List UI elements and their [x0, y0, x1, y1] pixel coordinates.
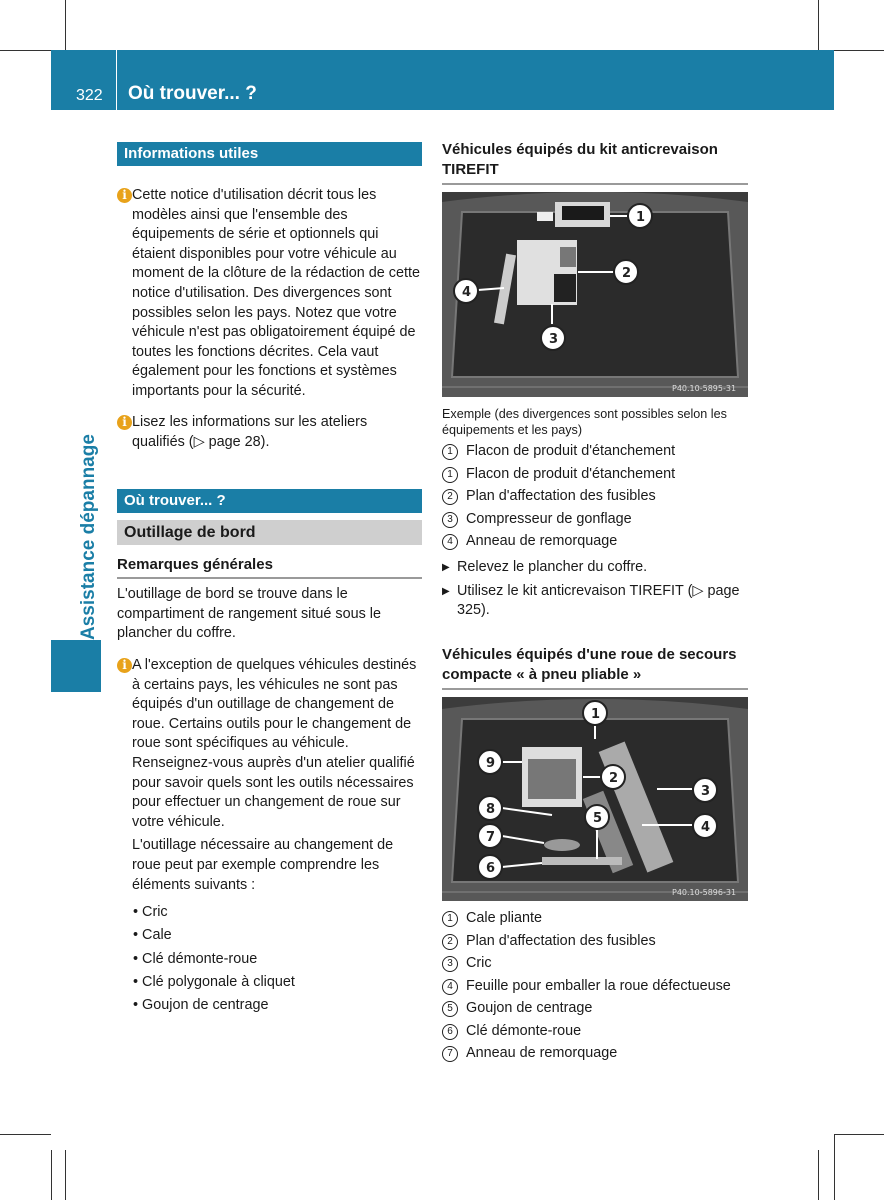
trunk-illustration: [442, 192, 748, 397]
legend-item: [442, 530, 752, 553]
heading-rule: [442, 183, 748, 185]
svg-text:1: 1: [591, 707, 601, 722]
legend-text: Flacon de produit d'étanchement: [466, 443, 676, 459]
info-note: [117, 413, 423, 452]
crop-mark: [818, 0, 819, 50]
legend-text: Goujon de centrage: [466, 1000, 593, 1016]
heading-tirefit: Véhicules équipés du kit anticrevaison TIREFIT: [442, 141, 718, 178]
legend-item: [442, 1042, 762, 1065]
section-bar-ou-trouver: Où trouver... ?: [117, 489, 422, 513]
step-item: ▶ Relevez le plancher du coffre.: [442, 558, 748, 578]
list-item: • Clé polygonale à cliquet: [133, 971, 413, 994]
list-item: • Cale: [133, 924, 413, 947]
callout-number: 3: [442, 512, 458, 528]
legend-text: Plan d'affectation des fusibles: [466, 488, 656, 504]
subsection-bar-outillage: Outillage de bord: [117, 520, 422, 545]
crop-mark: [65, 0, 66, 50]
svg-text:7: 7: [486, 830, 496, 845]
callout-number: 4: [442, 979, 458, 995]
legend-item: [442, 485, 752, 508]
trunk-illustration: [442, 697, 748, 901]
paragraph: L'outillage de bord se trouve dans le compartiment de rangement situé sous le plancher du coffre.: [117, 586, 381, 642]
svg-text:9: 9: [486, 756, 496, 771]
legend-text: Anneau de remorquage: [466, 1045, 618, 1061]
trunk-photo-spare-wheel: [442, 697, 748, 901]
svg-text:3: 3: [701, 784, 711, 799]
info-note-text: Lisez les informations sur les ateliers qualifiés (▷ page 28).: [132, 414, 368, 450]
legend-item: [442, 508, 752, 531]
svg-text:6: 6: [486, 861, 496, 876]
photo-code: P40.10-5896-31: [672, 888, 737, 897]
callout-number: 2: [442, 489, 458, 505]
legend-item: [442, 463, 752, 486]
callout-number: 7: [442, 1046, 458, 1062]
legend-text: Anneau de remorquage: [466, 533, 618, 549]
step-list: [442, 558, 748, 621]
legend-text: Plan d'affectation des fusibles: [466, 932, 656, 949]
info-icon: i: [117, 415, 132, 430]
callout-number: 1: [442, 467, 458, 483]
list-item: • Cric: [133, 901, 413, 924]
info-icon: i: [117, 658, 132, 673]
side-tab-label: Assistance dépannage: [78, 434, 99, 640]
svg-text:2: 2: [622, 266, 632, 281]
legend-text: Feuille pour emballer la roue défectueuse: [466, 977, 731, 994]
photo-code: P40.10-5895-31: [672, 384, 737, 393]
page-number: 322: [76, 87, 103, 104]
callout-number: 2: [442, 934, 458, 950]
header-divider: [116, 50, 117, 110]
list-item: • Goujon de centrage: [133, 994, 413, 1017]
step-item: ▶ Utilisez le kit anticrevaison TIREFIT (▷ page 325).: [442, 582, 748, 621]
crop-mark: [0, 1134, 51, 1135]
page-header: [51, 50, 834, 110]
legend-item: [442, 440, 752, 463]
heading-rule: [442, 688, 748, 690]
legend-list: [442, 907, 762, 1065]
info-note-text: Cette notice d'utilisation décrit tous les modèles ainsi que l'ensemble des équipements de série et optionnels qui étaient disponibles pour votre véhicule au moment de la clôture de la rédaction de cette notice d'utilisation. Des divergences sont possibles selon les pays. Notez que votre véhicule n'est pas obligatoirement équipé de toutes les fonctions décrites. Cela vaut également pour les fonctions et systèmes importants pour la sécurité.: [132, 187, 420, 399]
svg-text:1: 1: [636, 210, 646, 225]
callout-number: 6: [442, 1024, 458, 1040]
crop-mark: [51, 1150, 52, 1200]
photo-caption: Exemple (des divergences sont possibles selon les équipements et les pays): [442, 407, 727, 437]
heading-rule: [117, 577, 422, 579]
legend-item: [442, 997, 762, 1020]
svg-text:8: 8: [486, 802, 496, 817]
crop-mark: [0, 50, 51, 51]
callout-number: 5: [442, 1001, 458, 1017]
crop-mark: [834, 1134, 835, 1200]
legend-text: Flacon de produit d'étanchement: [466, 465, 676, 482]
section-bar-informations: Informations utiles: [117, 142, 422, 166]
svg-text:4: 4: [462, 285, 472, 300]
legend-text: Clé démonte-roue: [466, 1022, 582, 1039]
svg-text:4: 4: [701, 820, 711, 835]
tool-list: [133, 901, 413, 1017]
svg-text:2: 2: [609, 771, 619, 786]
svg-text:3: 3: [549, 332, 559, 347]
info-note: [117, 656, 423, 895]
callout-number: 4: [442, 534, 458, 550]
svg-text:5: 5: [593, 811, 603, 826]
callout-number: 1: [442, 911, 458, 927]
legend-item: [442, 907, 762, 930]
legend-item: [442, 975, 762, 998]
heading-remarques: Remarques générales: [117, 556, 273, 573]
list-item: • Clé démonte-roue: [133, 948, 413, 971]
crop-mark: [65, 1150, 66, 1200]
legend-text: Compresseur de gonflage: [466, 510, 632, 527]
heading-roue-secours: Véhicules équipés d'une roue de secours compacte « à pneu pliable »: [442, 646, 737, 683]
page-title: Où trouver... ?: [128, 83, 257, 104]
crop-mark: [834, 50, 884, 51]
info-icon: i: [117, 188, 132, 203]
legend-item: [442, 1020, 762, 1043]
callout-number: 3: [442, 956, 458, 972]
legend-text: Cale pliante: [466, 910, 543, 926]
callout-number: 1: [442, 444, 458, 460]
crop-mark: [818, 1150, 819, 1200]
crop-mark: [834, 1134, 884, 1135]
legend-list: [442, 440, 752, 553]
info-note-text: A l'exception de quelques véhicules destinés à certains pays, les véhicules ne sont pas équipés d'un outillage de changement de roue. Certains outils pour le changement de roue sont spécifiques au véhicule. Renseignez-vous auprès d'un atelier qualifié pour savoir quels sont les outils nécessaires pour effectuer un changement de roue sur votre véhicule.: [132, 657, 417, 830]
legend-item: [442, 930, 762, 953]
info-note-text: L'outillage nécessaire au changement de roue peut par exemple comprendre les éléments suivants :: [132, 837, 394, 893]
legend-item: [442, 952, 762, 975]
legend-text: Cric: [466, 955, 492, 971]
info-note: [117, 186, 423, 402]
trunk-photo-tirefit: [442, 192, 748, 397]
